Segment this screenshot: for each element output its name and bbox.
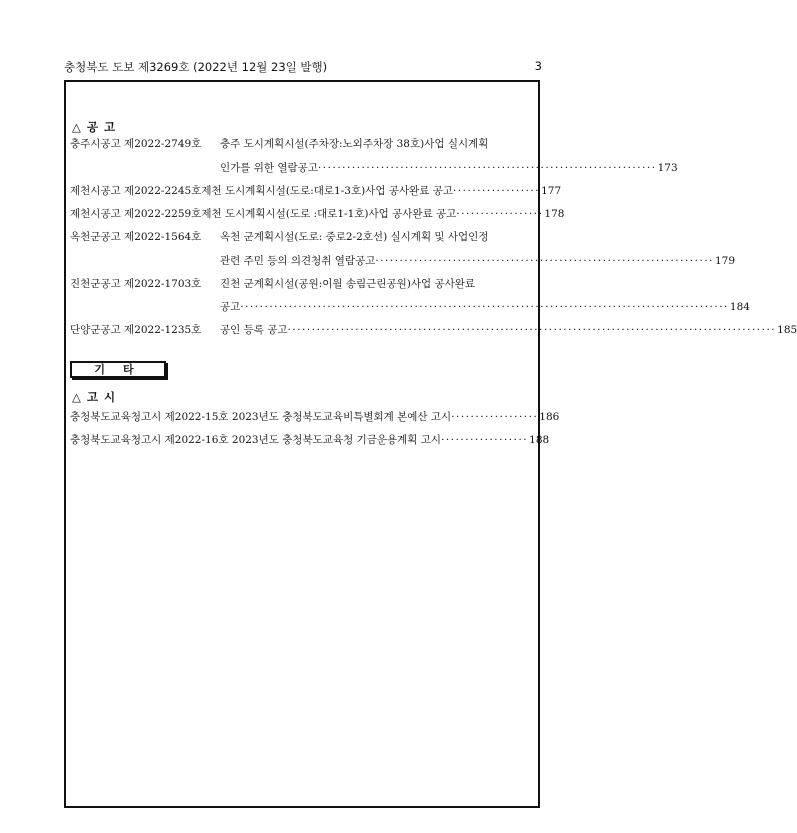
category-tag: 기타 [70, 361, 166, 378]
notice-continuation [220, 253, 736, 268]
page-number: 3 [534, 59, 542, 73]
notice-page: 185 [777, 324, 797, 336]
notice-title: 공인 등록 공고 [220, 324, 288, 336]
notice-entry[interactable] [70, 136, 536, 152]
leader-dots: ······································································ [317, 162, 657, 174]
announcement-page: 188 [529, 434, 550, 446]
notice-continuation [220, 299, 750, 314]
leader-dots: ·················· [441, 434, 529, 446]
leader-dots: ·················· [451, 411, 539, 423]
announcement-title: 2023년도 충청북도교육비특별회계 본예산 고시 [231, 411, 452, 423]
notice-page: 178 [544, 208, 565, 220]
announcement-page: 186 [539, 411, 560, 423]
notice-entry[interactable] [70, 183, 562, 199]
notice-title-cont: 관련 주민 등의 의견청취 열람공고 [220, 255, 376, 267]
notice-code: 제천시공고 제2022-2259호 [70, 208, 202, 220]
notice-entry[interactable] [70, 276, 536, 292]
notice-title: 충주 도시계획시설(주차장:노외주차장 38호)사업 실시계획 [220, 138, 489, 150]
contents-box [64, 80, 797, 808]
notice-code: 옥천군공고 제2022-1564호 [70, 231, 202, 243]
leader-dots: ······································································ [375, 255, 714, 267]
notice-page: 177 [541, 185, 562, 197]
header-title: 충청북도 도보 제3269호 (2022년 12월 23일 발행) [64, 60, 328, 74]
leader-dots: ·················· [453, 185, 541, 197]
leader-dots: ····································································································· [240, 301, 729, 313]
notice-code: 진천군공고 제2022-1703호 [70, 278, 202, 290]
section-title-notices: △공고 [72, 120, 122, 134]
notice-entry[interactable] [70, 229, 536, 245]
notice-title: 옥천 군계획시설(도로: 중로2-2호선) 실시계획 및 사업인정 [220, 231, 489, 243]
notice-page: 173 [657, 162, 678, 174]
notice-entry[interactable] [70, 206, 565, 222]
notice-code: 단양군공고 제2022-1235호 [70, 324, 202, 336]
notice-title: 제천 도시계획시설(도로 :대로1-1호)사업 공사완료 공고 [201, 208, 457, 220]
notice-title: 제천 도시계획시설(도로:대로1-3호)사업 공사완료 공고 [201, 185, 453, 197]
notice-continuation [220, 160, 678, 175]
announcement-code: 충청북도교육청고시 제2022-15호 [70, 411, 229, 423]
announcement-entry[interactable] [70, 409, 560, 425]
leader-dots: ····································································································· [287, 324, 777, 336]
notice-page: 179 [715, 255, 736, 267]
notice-code: 충주시공고 제2022-2749호 [70, 138, 202, 150]
leader-dots: ·················· [456, 208, 544, 220]
notice-title-cont: 인가를 위한 열람공고 [220, 162, 318, 174]
notice-title-cont: 공고 [220, 301, 241, 313]
notice-title: 진천 군계획시설(공원:이월 송림근린공원)사업 공사완료 [220, 278, 476, 290]
announcement-code: 충청북도교육청고시 제2022-16호 [70, 434, 229, 446]
notice-page: 184 [729, 301, 750, 313]
running-header [64, 59, 542, 75]
announcement-entry[interactable] [70, 432, 550, 448]
notice-code: 제천시공고 제2022-2245호 [70, 185, 202, 197]
notice-line [220, 322, 797, 337]
section-title-announcements: △고시 [72, 390, 122, 404]
announcement-title: 2023년도 충청북도교육청 기금운용계획 고시 [231, 434, 442, 446]
